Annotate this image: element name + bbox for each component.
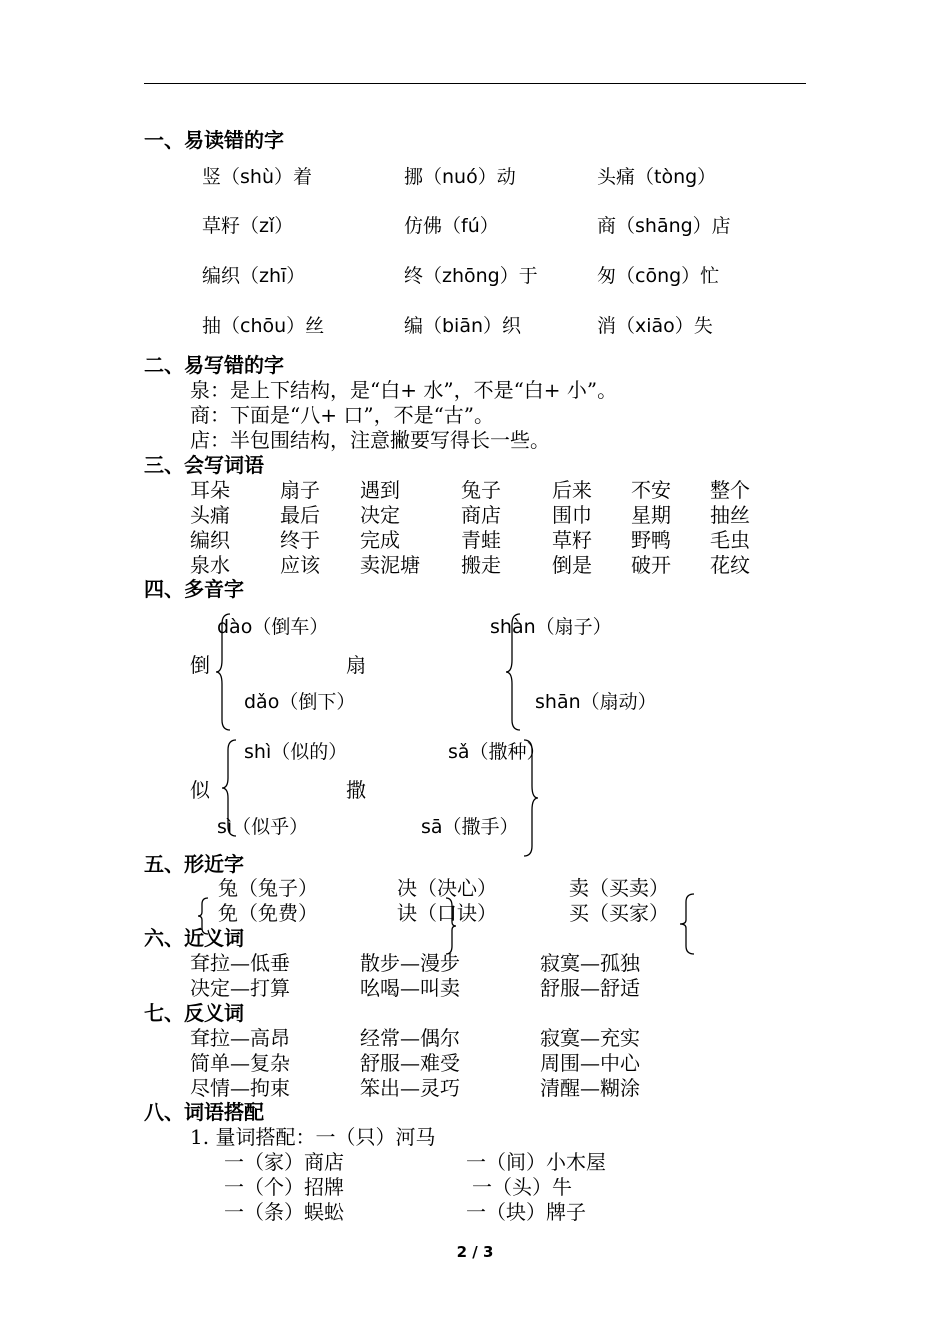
item: 商（shāng）店 (597, 215, 731, 237)
section-8-title: 八、词语搭配 (144, 1100, 264, 1124)
polyphone-reading: shān（扇动） (535, 691, 657, 713)
item: 竖（shù）着 (202, 166, 312, 188)
vocab-word: 不安 (631, 478, 671, 502)
polyphone-reading: shàn（扇子） (490, 616, 612, 638)
word-pair: 寂寞—充实 (540, 1026, 640, 1050)
vocab-word: 整个 (710, 478, 750, 502)
item: 消（xiāo）失 (597, 315, 713, 337)
measure-word: 一（条）蜈蚣 (224, 1200, 344, 1224)
vocab-word: 后来 (552, 478, 592, 502)
polyphone-reading: sì（似乎） (217, 816, 309, 838)
similar-char: 兔（兔子） (218, 876, 318, 900)
item: 头痛（tòng） (597, 166, 717, 188)
word-pair: 耷拉—低垂 (190, 951, 290, 975)
page-number: 2 / 3 (456, 1243, 494, 1261)
polyphone-char: 撒 (346, 778, 366, 802)
similar-char: 买（买家） (569, 901, 669, 925)
measure-word: 一（家）商店 (224, 1150, 344, 1174)
item: 抽（chōu）丝 (202, 315, 325, 337)
vocab-word: 青蛙 (461, 528, 501, 552)
section-2-title: 二、易写错的字 (144, 353, 284, 377)
brace-icon (216, 612, 240, 732)
vocab-word: 围巾 (552, 503, 592, 527)
vocab-word: 星期 (631, 503, 671, 527)
vocab-word: 完成 (360, 528, 400, 552)
item: 仿佛（fú） (404, 215, 499, 237)
measure-word: 一（块）牌子 (466, 1200, 586, 1224)
word-pair: 决定—打算 (190, 976, 290, 1000)
item: 终（zhōng）于 (404, 265, 538, 287)
polyphone-char: 似 (190, 778, 210, 802)
word-pair: 简单—复杂 (190, 1051, 290, 1075)
word-pair: 吆喝—叫卖 (360, 976, 460, 1000)
word-pair: 散步—漫步 (360, 951, 460, 975)
similar-char: 免（免费） (218, 901, 318, 925)
text-line: 店：半包围结构，注意撇要写得长一些。 (190, 428, 550, 452)
polyphone-reading: sā（撒手） (421, 816, 519, 838)
word-pair: 寂寞—孤独 (540, 951, 640, 975)
subheading: 1. 量词搭配：一（只）河马 (190, 1125, 436, 1149)
vocab-word: 草籽 (552, 528, 592, 552)
vocab-word: 耳朵 (190, 478, 230, 502)
measure-word: 一（间）小木屋 (466, 1150, 606, 1174)
section-4-title: 四、多音字 (144, 577, 244, 601)
measure-word: 一（头）牛 (472, 1175, 572, 1199)
vocab-word: 扇子 (280, 478, 320, 502)
vocab-word: 决定 (360, 503, 400, 527)
vocab-word: 终于 (280, 528, 320, 552)
item: 挪（nuó）动 (404, 166, 516, 188)
vocab-word: 抽丝 (710, 503, 750, 527)
word-pair: 耷拉—高昂 (190, 1026, 290, 1050)
vocab-word: 编织 (190, 528, 230, 552)
text-line: 商：下面是“八+ 口”，不是“古”。 (190, 403, 495, 427)
similar-char: 卖（买卖） (569, 876, 669, 900)
item: 编（biān）织 (404, 315, 522, 337)
brace-icon (222, 738, 246, 838)
polyphone-char: 扇 (346, 653, 366, 677)
similar-char: 诀（口诀） (397, 901, 497, 925)
polyphone-reading: shì（似的） (244, 741, 348, 763)
word-pair: 尽情—拘束 (190, 1076, 290, 1100)
vocab-word: 兔子 (461, 478, 501, 502)
section-6-title: 六、近义词 (144, 926, 244, 950)
word-pair: 舒服—舒适 (540, 976, 640, 1000)
word-pair: 清醒—糊涂 (540, 1076, 640, 1100)
vocab-word: 倒是 (552, 553, 592, 577)
section-5-title: 五、形近字 (144, 852, 244, 876)
polyphone-reading: dǎo（倒下） (244, 691, 356, 713)
measure-word: 一（个）招牌 (224, 1175, 344, 1199)
header-rule (144, 83, 806, 84)
item: 草籽（zǐ） (202, 215, 294, 237)
vocab-word: 野鸭 (631, 528, 671, 552)
section-1-title: 一、易读错的字 (144, 128, 284, 152)
item: 匆（cōng）忙 (597, 265, 720, 287)
section-7-title: 七、反义词 (144, 1001, 244, 1025)
section-3-title: 三、会写词语 (144, 453, 264, 477)
polyphone-char: 倒 (190, 653, 210, 677)
vocab-word: 卖泥塘 (360, 553, 420, 577)
vocab-word: 头痛 (190, 503, 230, 527)
vocab-word: 泉水 (190, 553, 230, 577)
vocab-word: 商店 (461, 503, 501, 527)
vocab-word: 花纹 (710, 553, 750, 577)
similar-char: 决（决心） (397, 876, 497, 900)
word-pair: 舒服—难受 (360, 1051, 460, 1075)
text-line: 泉：是上下结构，是“白+ 水”，不是“白+ 小”。 (190, 378, 618, 402)
brace-icon (514, 738, 538, 858)
vocab-word: 最后 (280, 503, 320, 527)
polyphone-reading: sǎ（撒种） (448, 741, 546, 763)
brace-icon (506, 612, 530, 732)
vocab-word: 破开 (631, 553, 671, 577)
word-pair: 笨出—灵巧 (360, 1076, 460, 1100)
item: 编织（zhī） (202, 265, 306, 287)
polyphone-reading: dào（倒车） (217, 616, 329, 638)
word-pair: 经常—偶尔 (360, 1026, 460, 1050)
vocab-word: 毛虫 (710, 528, 750, 552)
brace-icon (678, 892, 698, 956)
vocab-word: 遇到 (360, 478, 400, 502)
word-pair: 周围—中心 (540, 1051, 640, 1075)
vocab-word: 搬走 (461, 553, 501, 577)
vocab-word: 应该 (280, 553, 320, 577)
